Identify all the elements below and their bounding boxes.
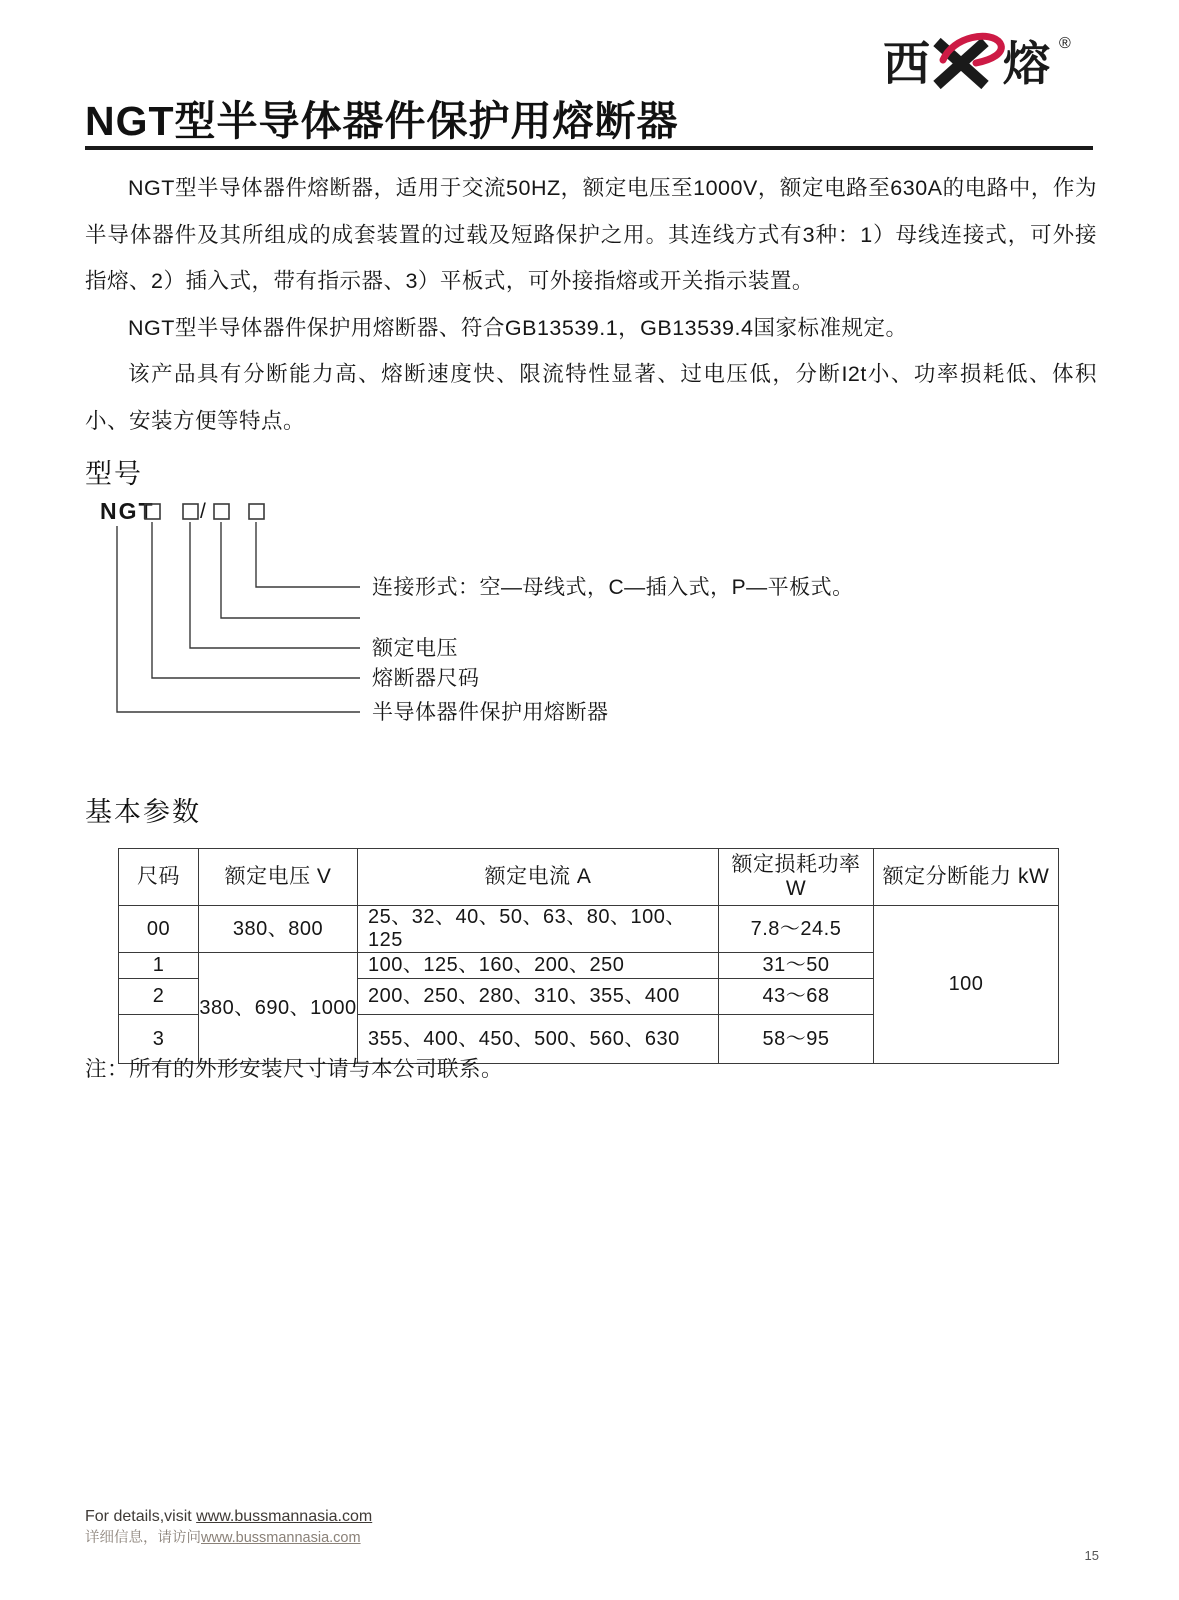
diagram-line-product	[117, 526, 360, 712]
footer	[85, 1506, 372, 1549]
diagram-line-voltage	[190, 522, 360, 648]
cell-current-3: 355、400、450、500、560、630	[358, 1015, 719, 1064]
diagram-line-unlabeled	[221, 522, 360, 618]
intro-paragraph-2: NGT型半导体器件保护用熔断器、符合GB13539.1，GB13539.4国家标准规定。	[128, 315, 908, 340]
page-title: NGT型半导体器件保护用熔断器	[85, 98, 679, 144]
label-fuse-size: 熔断器尺码	[372, 667, 480, 690]
model-code-box-voltage	[183, 504, 198, 519]
label-product-name: 半导体器件保护用熔断器	[372, 701, 609, 724]
brand-rong-text: 熔	[1003, 37, 1050, 90]
footer-en-line	[85, 1506, 372, 1528]
intro-text-block	[85, 165, 1097, 444]
intro-paragraph-3: 该产品具有分断能力高、熔断速度快、限流特性显著、过电压低，分断I2t小、功率损耗低、体积小、安装方便等特点。	[85, 362, 1097, 433]
brand-logo	[881, 30, 1081, 92]
cell-current-1: 100、125、160、200、250	[358, 953, 719, 979]
col-header-breaking-capacity: 额定分断能力 kW	[874, 849, 1059, 906]
title-underline	[85, 146, 1093, 150]
params-section-heading: 基本参数	[85, 797, 201, 827]
col-header-power: 额定损耗功率 W	[719, 849, 874, 906]
model-code-diagram	[90, 492, 870, 742]
intro-paragraph-1: NGT型半导体器件熔断器，适用于交流50HZ，额定电压至1000V，额定电路至630A的电路中，作为半导体器件及其所组成的成套装置的过载及短路保护之用。其连线方式有3种：1）母线连接式，可外接指熔、2）插入式，带有指示器、3）平板式，可外接指熔或开关指示装置。	[85, 176, 1097, 293]
col-header-voltage: 额定电压 V	[199, 849, 358, 906]
footer-cn-prefix: 详细信息，请访问	[85, 1530, 201, 1547]
cell-size-3: 3	[119, 1015, 199, 1064]
model-code-box-connection	[249, 504, 264, 519]
label-rated-voltage: 额定电压	[372, 637, 458, 660]
model-code-text: NGT	[100, 498, 155, 524]
cell-size-1: 1	[119, 953, 199, 979]
cell-power-1: 31～50	[719, 953, 874, 979]
cell-voltage-0: 380、800	[199, 906, 358, 953]
note-text: 注：所有的外形安装尺寸请与本公司联系。	[85, 1057, 504, 1081]
page-number: 15	[1084, 1548, 1099, 1563]
col-header-size: 尺码	[119, 849, 199, 906]
diagram-line-connection	[256, 522, 360, 587]
cell-size-2: 2	[119, 979, 199, 1015]
footer-cn-url-link[interactable]: www.bussmannasia.com	[201, 1530, 361, 1547]
registered-mark: ®	[1059, 35, 1071, 52]
footer-en-url-link[interactable]: www.bussmannasia.com	[196, 1508, 373, 1525]
brand-x-mark-icon	[937, 36, 1001, 85]
footer-en-prefix: For details,visit	[85, 1508, 197, 1525]
cell-breaking-capacity: 100	[874, 906, 1059, 1064]
brand-west-text: 西	[883, 37, 930, 90]
table-header-row	[119, 849, 1059, 906]
model-code-box-variant	[214, 504, 229, 519]
cell-size-0: 00	[119, 906, 199, 953]
table-row	[119, 906, 1059, 953]
cell-power-0: 7.8～24.5	[719, 906, 874, 953]
cell-voltage-1-3: 380、690、1000	[199, 953, 358, 1064]
cell-power-2: 43～68	[719, 979, 874, 1015]
cell-current-2: 200、250、280、310、355、400	[358, 979, 719, 1015]
cell-current-0: 25、32、40、50、63、80、100、125	[358, 906, 719, 953]
model-section-heading: 型号	[85, 459, 143, 489]
footer-cn-line	[85, 1528, 372, 1548]
model-code-slash: /	[200, 500, 206, 523]
label-connection-type: 连接形式：空—母线式，C—插入式，P—平板式。	[372, 576, 854, 599]
col-header-current: 额定电流 A	[358, 849, 719, 906]
cell-power-3: 58～95	[719, 1015, 874, 1064]
params-table	[118, 848, 1059, 1064]
